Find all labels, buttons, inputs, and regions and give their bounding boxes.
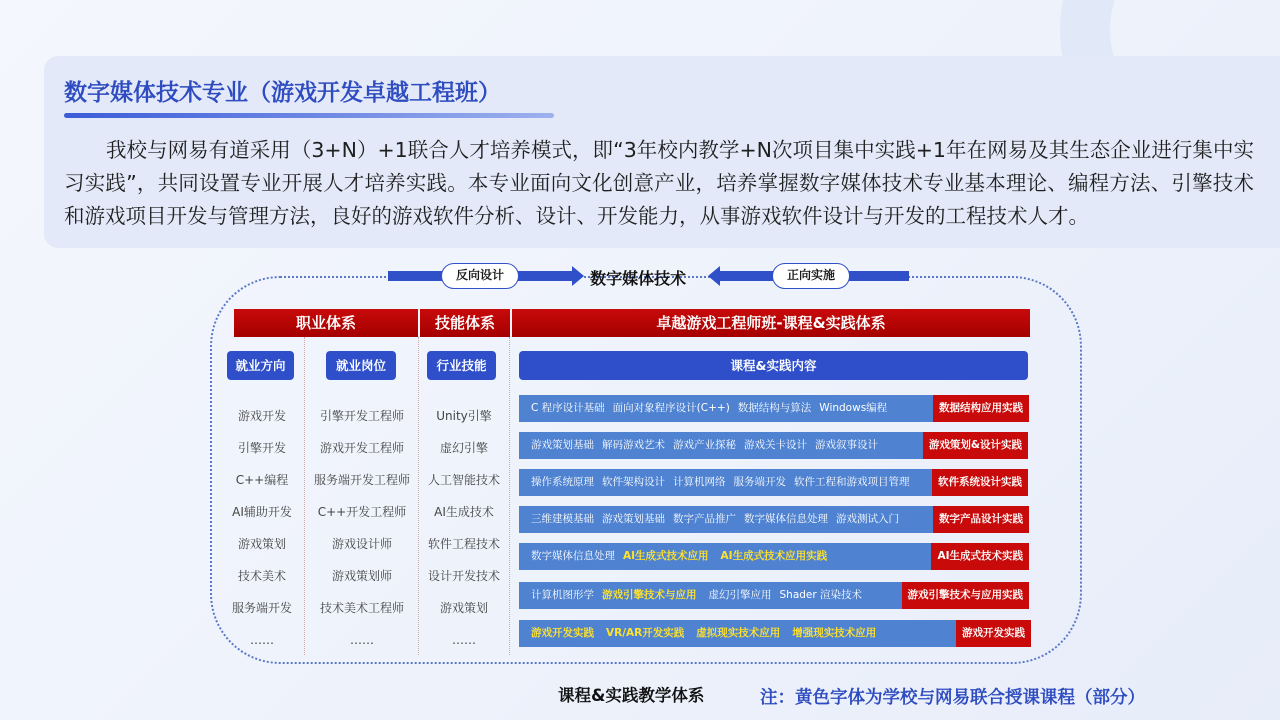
position-button: 就业岗位 — [326, 351, 396, 380]
course-item: 服务端开发 — [733, 476, 786, 488]
course-item: 虚幻引擎应用 — [708, 589, 772, 601]
course-item: 数字媒体信息处理 — [531, 550, 615, 562]
course-row — [519, 543, 1029, 570]
course-item: 面向对象程序设计(C++) — [612, 402, 730, 414]
title-underline — [64, 113, 554, 118]
course-item: 游戏策划基础 — [531, 439, 594, 451]
list-item: 技术美术工程师 — [319, 601, 404, 615]
course-item: 游戏关卡设计 — [744, 439, 807, 451]
center-title: 数字媒体技术 — [590, 269, 687, 288]
list-item: Unity引擎 — [436, 409, 492, 423]
list-item: 设计开发技术 — [427, 569, 500, 583]
column-divider — [509, 337, 510, 655]
page-title: 数字媒体技术专业（游戏开发卓越工程班） — [64, 80, 501, 106]
list-item: 游戏策划 — [439, 601, 488, 615]
header-course: 卓越游戏工程师班-课程&实践体系 — [512, 309, 1030, 337]
direction-list — [222, 404, 302, 660]
list-item: 服务端开发工程师 — [313, 473, 410, 487]
industry-skill-button: 行业技能 — [427, 351, 496, 380]
course-row — [519, 432, 1028, 459]
practice-label: 软件系统设计实践 — [932, 469, 1028, 496]
course-item: 游戏测试入门 — [836, 513, 899, 525]
header-skill: 技能体系 — [420, 309, 510, 337]
course-item: Shader 渲染技术 — [779, 589, 863, 601]
list-item: C++开发工程师 — [317, 505, 407, 519]
column-divider — [304, 337, 305, 655]
list-item: 游戏开发工程师 — [319, 441, 404, 455]
course-item: 游戏产业探秘 — [673, 439, 736, 451]
course-item: 增强现实技术应用 — [792, 627, 877, 639]
list-item: C++编程 — [235, 473, 289, 487]
list-item: …… — [250, 633, 274, 647]
list-item: 游戏策划师 — [331, 569, 392, 583]
list-item: 游戏设计师 — [331, 537, 392, 551]
list-item: AI辅助开发 — [232, 505, 292, 519]
course-row — [519, 395, 1029, 422]
course-item: 数字媒体信息处理 — [744, 513, 828, 525]
forward-implement-pill: 正向实施 — [772, 263, 850, 289]
practice-label: 游戏开发实践 — [956, 620, 1031, 647]
course-item: 软件架构设计 — [602, 476, 665, 488]
course-item: 三维建模基础 — [531, 513, 594, 525]
list-item: 引擎开发工程师 — [319, 409, 404, 423]
reverse-design-pill: 反向设计 — [441, 263, 519, 289]
course-item: 操作系统原理 — [531, 476, 594, 488]
course-item: 游戏开发实践 — [531, 627, 594, 639]
footer-note: 注：黄色字体为学校与网易联合授课课程（部分） — [760, 688, 1145, 708]
course-item: AI生成式技术应用 — [623, 550, 709, 562]
list-item: 技术美术 — [237, 569, 286, 583]
position-list — [308, 404, 416, 660]
header-career: 职业体系 — [234, 309, 418, 337]
intro-paragraph: 我校与网易有道采用（3+N）+1联合人才培养模式，即“3年校内教学+N次项目集中实践+1年在网易及其生态企业进行集中实习实践”，共同设置专业开展人才培养实践。本专业面向文化创意产业，培养掌握数字媒体技术专业基本理论、编程方法、引擎技术和游戏项目开发与管理方法，良好的游戏软件分析、设计、开发能力，从事游戏软件设计与开发的工程技术人才。 — [64, 138, 1254, 228]
course-item: Windows编程 — [819, 402, 888, 414]
course-item: 游戏引擎技术与应用 — [602, 589, 697, 601]
list-item: 游戏策划 — [237, 537, 286, 551]
course-row — [519, 582, 1029, 609]
practice-label: 数据结构应用实践 — [933, 395, 1029, 422]
practice-label: AI生成式技术实践 — [931, 543, 1029, 570]
course-item: 游戏叙事设计 — [815, 439, 878, 451]
course-item: 解码游戏艺术 — [602, 439, 665, 451]
course-item: VR/AR开发实践 — [606, 627, 685, 639]
list-item: 虚幻引擎 — [439, 441, 488, 455]
list-item: 引擎开发 — [237, 441, 286, 455]
course-row — [519, 506, 1029, 533]
column-divider — [418, 337, 419, 655]
list-item: 服务端开发 — [231, 601, 292, 615]
footer-caption: 课程&实践教学体系 — [558, 686, 705, 705]
course-item: 计算机图形学 — [531, 589, 594, 601]
course-item: C 程序设计基础 — [531, 402, 605, 414]
direction-button: 就业方向 — [227, 351, 294, 380]
practice-label: 游戏策划&设计实践 — [923, 432, 1028, 459]
course-row — [519, 469, 1028, 496]
course-item: 虚拟现实技术应用 — [696, 627, 781, 639]
course-item: 游戏策划基础 — [602, 513, 665, 525]
course-item: 数据结构与算法 — [737, 402, 812, 414]
arrow-right-icon — [572, 266, 584, 286]
course-item: 计算机网络 — [673, 476, 726, 488]
practice-label: 数字产品设计实践 — [933, 506, 1029, 533]
skill-list — [421, 404, 507, 660]
list-item: 游戏开发 — [237, 409, 286, 423]
course-item: 软件工程和游戏项目管理 — [794, 476, 910, 488]
list-item: 人工智能技术 — [427, 473, 500, 487]
list-item: 软件工程技术 — [427, 537, 500, 551]
course-content-button: 课程&实践内容 — [519, 351, 1028, 380]
list-item: …… — [452, 633, 476, 647]
practice-label: 游戏引擎技术与应用实践 — [902, 582, 1030, 609]
course-row — [519, 620, 1031, 647]
list-item: AI生成技术 — [434, 505, 494, 519]
course-item: 数字产品推广 — [673, 513, 736, 525]
course-item: AI生成式技术应用实践 — [720, 550, 828, 562]
list-item: …… — [350, 633, 374, 647]
